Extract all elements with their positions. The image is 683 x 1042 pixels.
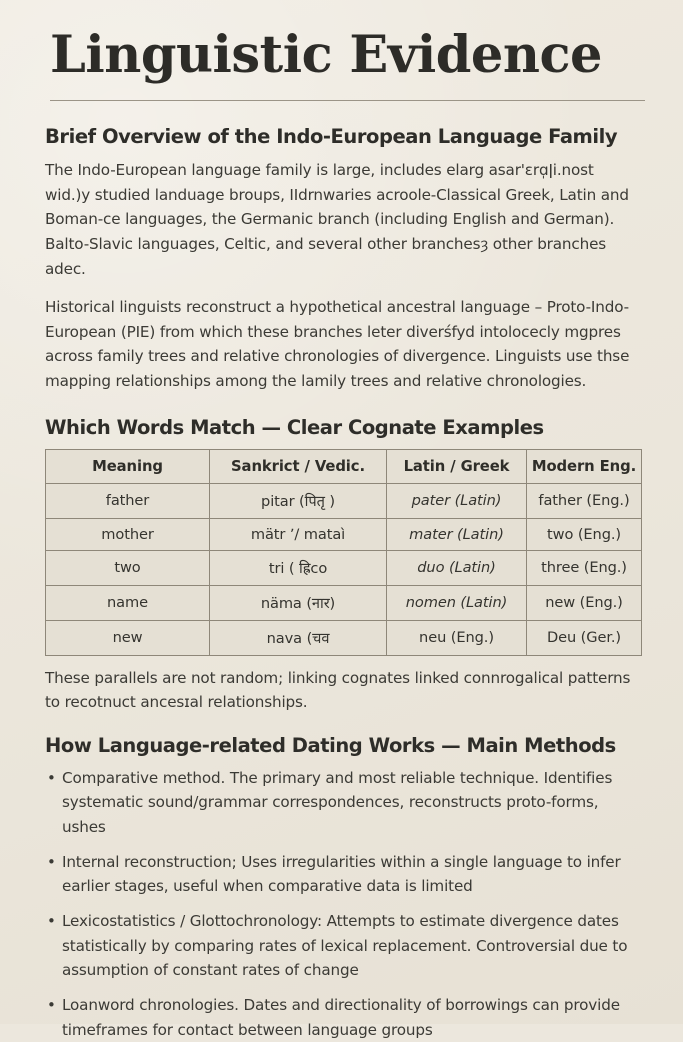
- column-header-modern-eng: Modern Eng.: [527, 449, 642, 483]
- cell-latin-greek: [387, 550, 527, 585]
- bullet-icon: •: [47, 996, 56, 1015]
- latin-term-language: (Latin): [444, 559, 496, 577]
- cell-latin-greek: [387, 620, 527, 655]
- table-row: [46, 518, 642, 550]
- cognate-examples-table: [45, 449, 642, 656]
- cell-latin-greek: [387, 518, 527, 550]
- section-heading-overview: Brief Overview of the Indo-European Language Family: [45, 125, 618, 149]
- table-row: [46, 550, 642, 585]
- section-heading-methods: How Language-related Dating Works — Main Methods: [45, 733, 616, 757]
- cell-sanskrit: näma (नार): [210, 585, 387, 620]
- bullet-icon: •: [47, 852, 56, 871]
- list-item: [45, 993, 640, 1042]
- latin-term-language: (Latin): [452, 525, 504, 543]
- overview-paragraph-2: Historical linguists reconstruct a hypothetical ancestral language – Proto-Indo-European (PIE) from which these branches leter diverśfyd intolocecly mgpres across family trees and relative chronologies of divergence. Linguists use thse mapping relationships among the lamily trees and relative chronologies.: [45, 298, 630, 391]
- list-item-text: Comparative method. The primary and most reliable technique. Identifies systematic sound/grammar correspondences, reconstructs proto-forms, ushes: [62, 768, 613, 836]
- latin-term-language: (Latin): [455, 594, 508, 612]
- list-item: [45, 909, 640, 982]
- latin-term: nomen: [405, 594, 456, 612]
- latin-term-language: (Latin): [450, 492, 502, 510]
- cell-latin-greek: [387, 585, 527, 620]
- table-row: [46, 620, 642, 655]
- latin-term: neu (Eng.): [419, 629, 494, 647]
- section-heading-cognates: Which Words Match — Clear Cognate Examples: [45, 415, 544, 439]
- methods-list: [45, 766, 640, 1042]
- latin-term: duo: [417, 559, 445, 577]
- cell-meaning: mother: [46, 518, 210, 550]
- cell-sanskrit: mätr ʼ/ mataì: [210, 518, 387, 550]
- cell-latin-greek: [387, 483, 527, 518]
- table-header-row: [46, 449, 642, 483]
- cell-modern-eng: father (Eng.): [527, 483, 642, 518]
- column-header-meaning: Meaning: [46, 449, 210, 483]
- bullet-icon: •: [47, 912, 56, 931]
- list-item-text: Internal reconstruction; Uses irregularities within a single language to infer earlier stages, useful when comparative data is limited: [62, 852, 621, 896]
- cell-modern-eng: two (Eng.): [527, 518, 642, 550]
- list-item: [45, 850, 640, 899]
- latin-term: pater: [411, 492, 451, 510]
- title-divider: [50, 100, 645, 101]
- cell-sanskrit: nava (चव: [210, 620, 387, 655]
- list-item-text: Lexicostatistics / Glottochronology: Attempts to estimate divergence dates statistically by comparing rates of lexical replacement. Controversial due to assumption of constant rates of change: [62, 912, 628, 980]
- page-title: Linguistic Evidence: [50, 25, 602, 85]
- column-header-latin-greek: Latin / Greek: [387, 449, 527, 483]
- cell-meaning: two: [46, 550, 210, 585]
- latin-term: mater: [409, 525, 453, 543]
- cell-modern-eng: new (Eng.): [527, 585, 642, 620]
- bullet-icon: •: [47, 768, 56, 787]
- cell-modern-eng: three (Eng.): [527, 550, 642, 585]
- column-header-sanskrit: Sankrict / Vedic.: [210, 449, 387, 483]
- cell-modern-eng: Deu (Ger.): [527, 620, 642, 655]
- table-row: [46, 585, 642, 620]
- cell-meaning: name: [46, 585, 210, 620]
- overview-paragraph-1: The Indo-European language family is large, includes elarg asar'ɛrɑ̩ǀi.nost wid.)y studied landuage broups, IIdrnwaries acroole-Classical Greek, Latin and Boman-ce languages, the Germanic branch (including English and German). Balto-Slavic languages, Celtic, and several other branchesȝ other branches adec.: [45, 161, 629, 278]
- table-row: [46, 483, 642, 518]
- cell-meaning: new: [46, 620, 210, 655]
- cell-meaning: father: [46, 483, 210, 518]
- list-item: [45, 766, 640, 839]
- cognates-closing-paragraph: These parallels are not random; linking cognates linked connrogalical patterns to recotnuct ancesɪal relationships.: [45, 668, 631, 712]
- cell-sanskrit: pitar (पितृ ): [210, 483, 387, 518]
- list-item-text: Loanword chronologies. Dates and directionality of borrowings can provide timeframes for contact between language groups: [62, 996, 620, 1039]
- cell-sanskrit: tri ( ह्रिcо: [210, 550, 387, 585]
